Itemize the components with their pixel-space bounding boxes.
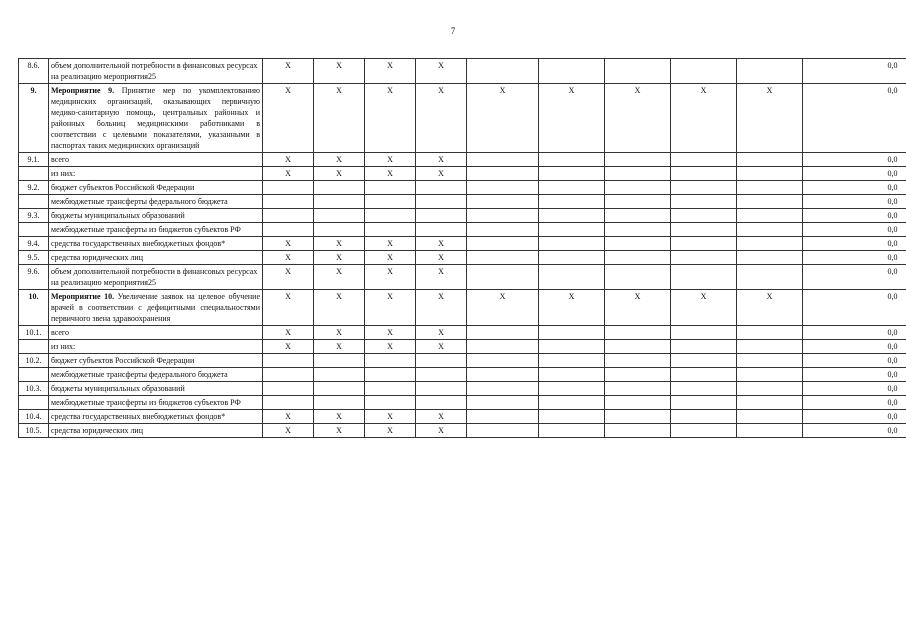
mark-cell [314,181,365,195]
mark-cell [671,195,737,209]
mark-cell: Х [263,265,314,290]
mark-cell: Х [365,265,416,290]
mark-cell: Х [314,265,365,290]
mark-cell: Х [314,410,365,424]
row-number [19,167,49,181]
mark-cell [737,382,803,396]
mark-cell [605,59,671,84]
mark-cell [314,354,365,368]
row-description [49,251,263,265]
value-cell: 0,0 [803,237,906,251]
mark-cell [671,167,737,181]
mark-cell [737,153,803,167]
mark-cell [263,181,314,195]
row-text: объем дополнительной потребности в финансовых ресурсах на реализацию мероприятия25 [51,61,258,81]
mark-cell [737,265,803,290]
mark-cell [605,396,671,410]
row-text: из них: [51,342,76,351]
mark-cell [467,59,539,84]
mark-cell [263,195,314,209]
mark-cell: Х [365,340,416,354]
mark-cell [539,410,605,424]
mark-cell [467,209,539,223]
row-number: 10. [19,290,49,326]
row-number [19,195,49,209]
mark-cell [416,368,467,382]
table-row [19,237,906,251]
mark-cell [467,251,539,265]
mark-cell [539,354,605,368]
mark-cell [539,181,605,195]
row-number [19,223,49,237]
mark-cell: Х [263,167,314,181]
mark-cell [314,382,365,396]
row-number: 10.4. [19,410,49,424]
mark-cell: Х [737,290,803,326]
mark-cell [263,354,314,368]
mark-cell [467,153,539,167]
mark-cell [467,340,539,354]
row-text: Принятие мер по укомплектованию медицинских организаций, оказывающих первичную медико-санитарную помощь, центральных районных и районных больниц медицинскими работниками в соответствии с целевыми показателями, указанными в паспортах таких медицинских организаций [51,86,261,150]
row-text: бюджет субъектов Российской Федерации [51,183,195,192]
mark-cell: Х [263,290,314,326]
mark-cell: Х [314,290,365,326]
mark-cell: Х [365,84,416,153]
mark-cell [605,167,671,181]
table-row [19,84,906,153]
row-description [49,410,263,424]
mark-cell [539,237,605,251]
mark-cell [539,326,605,340]
mark-cell: Х [365,59,416,84]
mark-cell: Х [263,326,314,340]
mark-cell [467,195,539,209]
row-number: 8.6. [19,59,49,84]
mark-cell [467,223,539,237]
mark-cell: Х [314,167,365,181]
mark-cell [605,153,671,167]
table-row [19,410,906,424]
value-cell: 0,0 [803,354,906,368]
value-cell: 0,0 [803,368,906,382]
mark-cell: Х [314,153,365,167]
row-text: межбюджетные трансферты из бюджетов субъектов РФ [51,225,241,234]
mark-cell [467,237,539,251]
row-description [49,340,263,354]
mark-cell [539,368,605,382]
mark-cell [467,354,539,368]
row-number: 9.2. [19,181,49,195]
value-cell: 0,0 [803,223,906,237]
mark-cell: Х [263,340,314,354]
row-description [49,237,263,251]
mark-cell: Х [416,340,467,354]
mark-cell: Х [416,167,467,181]
row-number [19,396,49,410]
table-row [19,209,906,223]
mark-cell [605,340,671,354]
mark-cell [467,396,539,410]
row-text: средства юридических лиц [51,253,143,262]
row-description [49,84,263,153]
mark-cell: Х [416,59,467,84]
value-cell: 0,0 [803,195,906,209]
table-row [19,368,906,382]
mark-cell [365,368,416,382]
mark-cell [365,382,416,396]
mark-cell [737,396,803,410]
mark-cell [671,396,737,410]
measure-label: Мероприятие 10. [51,292,115,301]
mark-cell [539,396,605,410]
row-number: 9.6. [19,265,49,290]
mark-cell: Х [416,153,467,167]
mark-cell [365,209,416,223]
table-row [19,290,906,326]
mark-cell [416,181,467,195]
table-row [19,382,906,396]
mark-cell [365,396,416,410]
mark-cell: Х [263,237,314,251]
mark-cell [539,153,605,167]
mark-cell [605,410,671,424]
mark-cell: Х [314,84,365,153]
mark-cell [605,181,671,195]
mark-cell [737,181,803,195]
mark-cell [671,340,737,354]
mark-cell [539,167,605,181]
mark-cell: Х [737,84,803,153]
mark-cell [467,181,539,195]
mark-cell [605,251,671,265]
value-cell: 0,0 [803,340,906,354]
mark-cell [263,382,314,396]
mark-cell [605,354,671,368]
mark-cell [737,209,803,223]
row-text: всего [51,155,70,164]
row-number: 9.5. [19,251,49,265]
mark-cell: Х [605,84,671,153]
row-description [49,354,263,368]
mark-cell [737,354,803,368]
mark-cell: Х [539,290,605,326]
table-row [19,326,906,340]
table-row [19,181,906,195]
row-description [49,424,263,438]
mark-cell [263,368,314,382]
mark-cell: Х [539,84,605,153]
mark-cell [314,396,365,410]
mark-cell: Х [467,84,539,153]
value-cell: 0,0 [803,290,906,326]
mark-cell [737,424,803,438]
mark-cell: Х [467,290,539,326]
mark-cell [737,223,803,237]
row-text: средства юридических лиц [51,426,143,435]
value-cell: 0,0 [803,382,906,396]
mark-cell [671,410,737,424]
value-cell: 0,0 [803,424,906,438]
page-number: 7 [450,26,456,36]
row-description [49,382,263,396]
table-row [19,167,906,181]
table-row [19,251,906,265]
mark-cell [539,251,605,265]
table-row [19,153,906,167]
row-text: Увеличение заявок на целевое обучение врачей в соответствии с дефицитными специальностями первичного звена здравоохранения [51,292,260,323]
row-number: 10.5. [19,424,49,438]
mark-cell [737,326,803,340]
mark-cell [416,396,467,410]
table-row [19,195,906,209]
mark-cell: Х [416,251,467,265]
mark-cell: Х [263,59,314,84]
mark-cell [737,340,803,354]
mark-cell [671,354,737,368]
row-description [49,290,263,326]
mark-cell: Х [416,290,467,326]
mark-cell [314,209,365,223]
value-cell: 0,0 [803,59,906,84]
mark-cell: Х [314,251,365,265]
value-cell: 0,0 [803,265,906,290]
row-text: средства государственных внебюджетных фондов* [51,412,226,421]
budget-table [18,58,906,438]
mark-cell [737,237,803,251]
mark-cell: Х [605,290,671,326]
mark-cell: Х [416,424,467,438]
row-number: 10.2. [19,354,49,368]
table-row [19,340,906,354]
row-number: 9.1. [19,153,49,167]
row-text: объем дополнительной потребности в финансовых ресурсах на реализацию мероприятия25 [51,267,258,287]
mark-cell: Х [671,84,737,153]
row-number: 10.3. [19,382,49,396]
row-text: всего [51,328,70,337]
row-number: 9. [19,84,49,153]
mark-cell: Х [263,84,314,153]
mark-cell: Х [314,326,365,340]
table-row [19,354,906,368]
mark-cell [467,382,539,396]
value-cell: 0,0 [803,251,906,265]
mark-cell [737,368,803,382]
row-number: 9.4. [19,237,49,251]
mark-cell: Х [263,410,314,424]
measure-label: Мероприятие 9. [51,86,115,95]
mark-cell: Х [416,237,467,251]
mark-cell [263,223,314,237]
row-number: 9.3. [19,209,49,223]
mark-cell [467,368,539,382]
mark-cell: Х [365,167,416,181]
mark-cell [365,181,416,195]
table-body [19,59,906,438]
mark-cell [737,195,803,209]
row-description [49,195,263,209]
row-description [49,153,263,167]
mark-cell: Х [416,265,467,290]
mark-cell: Х [365,424,416,438]
value-cell: 0,0 [803,396,906,410]
mark-cell [539,59,605,84]
mark-cell [539,340,605,354]
row-description [49,326,263,340]
mark-cell [671,326,737,340]
mark-cell: Х [365,153,416,167]
mark-cell [737,410,803,424]
row-description [49,59,263,84]
mark-cell [737,59,803,84]
mark-cell [737,167,803,181]
mark-cell: Х [263,424,314,438]
mark-cell [314,195,365,209]
mark-cell [263,209,314,223]
value-cell: 0,0 [803,209,906,223]
mark-cell [671,382,737,396]
mark-cell [605,195,671,209]
value-cell: 0,0 [803,84,906,153]
row-text: бюджет субъектов Российской Федерации [51,356,195,365]
mark-cell [365,195,416,209]
mark-cell [605,326,671,340]
mark-cell [314,223,365,237]
table-row [19,223,906,237]
mark-cell [365,354,416,368]
row-description [49,223,263,237]
mark-cell: Х [314,59,365,84]
mark-cell [605,237,671,251]
row-description [49,368,263,382]
mark-cell: Х [314,340,365,354]
table-row [19,59,906,84]
mark-cell [467,410,539,424]
mark-cell [671,251,737,265]
mark-cell [737,251,803,265]
mark-cell: Х [416,326,467,340]
mark-cell [416,223,467,237]
mark-cell [671,424,737,438]
row-text: бюджеты муниципальных образований [51,211,185,220]
mark-cell: Х [365,410,416,424]
mark-cell [416,209,467,223]
mark-cell [416,382,467,396]
mark-cell [671,153,737,167]
mark-cell [671,181,737,195]
mark-cell [671,237,737,251]
mark-cell: Х [365,290,416,326]
row-text: межбюджетные трансферты федерального бюджета [51,370,228,379]
mark-cell [605,424,671,438]
row-number [19,368,49,382]
row-description [49,265,263,290]
mark-cell: Х [263,251,314,265]
row-text: межбюджетные трансферты из бюджетов субъектов РФ [51,398,241,407]
mark-cell [467,265,539,290]
mark-cell [605,223,671,237]
mark-cell: Х [671,290,737,326]
mark-cell [539,382,605,396]
mark-cell [605,209,671,223]
mark-cell [539,195,605,209]
value-cell: 0,0 [803,181,906,195]
mark-cell [539,265,605,290]
mark-cell [605,382,671,396]
mark-cell [539,424,605,438]
row-text: бюджеты муниципальных образований [51,384,185,393]
mark-cell [671,368,737,382]
mark-cell: Х [416,410,467,424]
value-cell: 0,0 [803,410,906,424]
mark-cell: Х [314,237,365,251]
mark-cell [467,326,539,340]
mark-cell [605,368,671,382]
row-text: межбюджетные трансферты федерального бюджета [51,197,228,206]
table-row [19,396,906,410]
table-row [19,424,906,438]
mark-cell: Х [365,251,416,265]
mark-cell [539,209,605,223]
row-number: 10.1. [19,326,49,340]
mark-cell: Х [263,153,314,167]
mark-cell: Х [314,424,365,438]
mark-cell [365,223,416,237]
value-cell: 0,0 [803,153,906,167]
mark-cell [671,265,737,290]
mark-cell [605,265,671,290]
row-text: из них: [51,169,76,178]
mark-cell [467,424,539,438]
mark-cell [416,195,467,209]
mark-cell [314,368,365,382]
row-number [19,340,49,354]
table-row [19,265,906,290]
mark-cell [467,167,539,181]
row-description [49,396,263,410]
mark-cell [671,209,737,223]
row-text: средства государственных внебюджетных фондов* [51,239,226,248]
mark-cell: Х [365,237,416,251]
row-description [49,167,263,181]
value-cell: 0,0 [803,326,906,340]
row-description [49,181,263,195]
mark-cell: Х [365,326,416,340]
value-cell: 0,0 [803,167,906,181]
row-description [49,209,263,223]
mark-cell [263,396,314,410]
mark-cell [671,59,737,84]
mark-cell: Х [416,84,467,153]
mark-cell [539,223,605,237]
mark-cell [671,223,737,237]
mark-cell [416,354,467,368]
